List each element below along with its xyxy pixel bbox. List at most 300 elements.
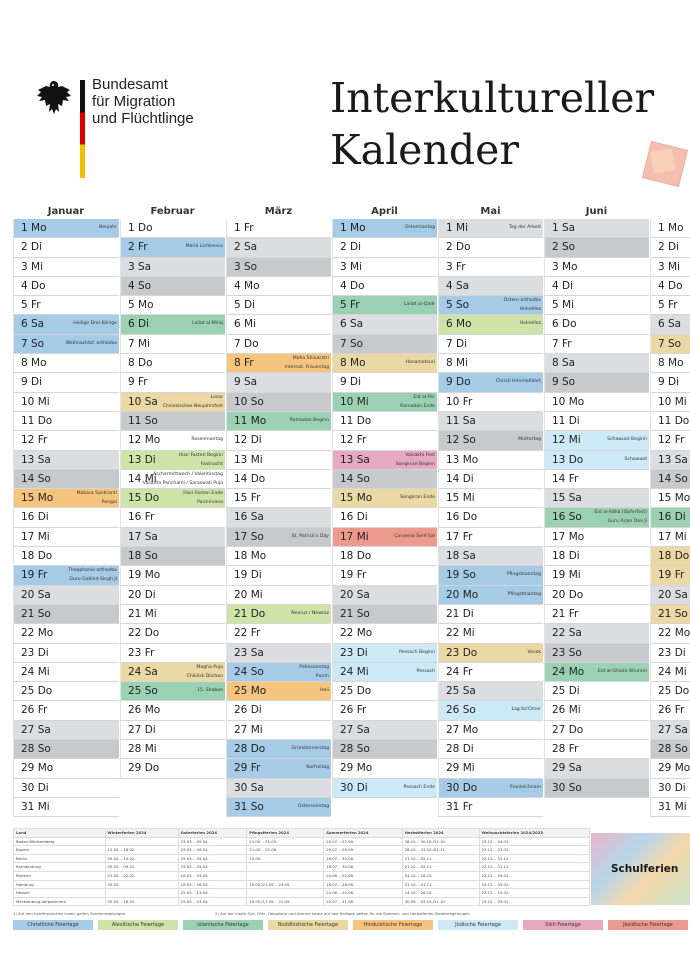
day-label: 11 Do <box>658 414 690 427</box>
table-cell: 25.03. - 13.04. <box>178 889 247 898</box>
holiday-label: Theophanie orthodox <box>68 568 117 574</box>
holiday-labels <box>417 663 435 681</box>
day-cell <box>226 451 331 470</box>
day-cell <box>438 412 543 431</box>
day-label: 26 Fr <box>658 704 685 717</box>
day-cell <box>13 393 119 412</box>
holiday-label: Fastnacht <box>200 461 223 467</box>
day-cell <box>438 238 543 257</box>
day-label: 30 Di <box>21 781 49 794</box>
day-cell <box>120 701 225 720</box>
holiday-label: Neujahr <box>98 225 117 230</box>
day-cell <box>438 721 543 740</box>
day-cell <box>438 354 543 373</box>
day-cell <box>544 451 649 470</box>
day-label: 16 Sa <box>234 511 264 524</box>
day-label: 11 So <box>128 414 158 427</box>
table-cell: 02.02. <box>105 880 178 889</box>
table-cell: 28.10. - 31.10./01.11. <box>402 846 479 855</box>
day-label: 12 Fr <box>658 434 685 447</box>
holiday-labels <box>192 315 223 333</box>
day-label: 21 Fr <box>552 607 579 620</box>
footnote-left: 1) Auf den nordfriesischen Inseln gelten Sonderregelungen <box>13 911 126 916</box>
day-label: 14 Di <box>446 472 474 485</box>
day-label: 27 Mo <box>446 723 479 736</box>
table-cell <box>247 889 324 898</box>
day-label: 30 So <box>552 781 582 794</box>
day-cell <box>120 470 225 489</box>
day-label: 24 Fr <box>446 665 473 678</box>
legend-item: Hinduistische Feiertage <box>353 920 433 930</box>
day-cell <box>13 354 119 373</box>
holiday-label: Hızır Fasten Ende <box>183 491 223 497</box>
holiday-labels <box>394 528 435 546</box>
day-cell <box>120 566 225 585</box>
day-label: 7 So <box>658 337 682 350</box>
day-label: 19 Fr <box>658 569 685 582</box>
day-cell <box>650 721 690 740</box>
day-label: 4 Di <box>552 279 574 292</box>
table-cell <box>105 837 178 846</box>
day-label: 26 Mi <box>552 704 581 717</box>
day-cell <box>13 586 119 605</box>
day-cell <box>650 605 690 624</box>
holiday-label: Guru Gobind Singh Ji <box>69 577 117 583</box>
holiday-labels <box>404 779 436 797</box>
day-label: 22 Mo <box>340 627 373 640</box>
day-label: 25 Sa <box>446 685 476 698</box>
day-label: 9 Di <box>340 376 362 389</box>
table-cell: 21.05. - 31.05. <box>247 837 324 846</box>
day-label: 16 Di <box>21 511 49 524</box>
holiday-labels <box>292 528 329 546</box>
day-cell <box>544 779 649 798</box>
day-label: 7 Do <box>234 337 259 350</box>
day-cell <box>438 431 543 450</box>
day-cell <box>438 740 543 759</box>
holiday-label: Vesak <box>527 649 541 655</box>
day-label: 31 Mi <box>21 800 50 813</box>
holiday-label: Pfingstsonntag <box>506 572 541 578</box>
day-label: 22 Fr <box>234 627 261 640</box>
day-label: 30 Di <box>658 781 686 794</box>
day-cell <box>438 682 543 701</box>
holiday-label: Pfingstmontag <box>507 591 541 597</box>
day-label: 3 Sa <box>128 260 152 273</box>
day-label: 18 Mo <box>234 550 267 563</box>
day-cell <box>13 566 119 585</box>
holiday-label: Gründonnerstag <box>291 746 329 752</box>
holiday-labels <box>298 798 329 816</box>
day-cell <box>120 373 225 392</box>
day-cell <box>544 315 649 334</box>
day-cell <box>120 451 225 470</box>
day-label: 26 So <box>446 704 476 717</box>
day-label: 20 Sa <box>21 588 51 601</box>
day-cell <box>226 605 331 624</box>
month-header: Mai <box>480 206 501 217</box>
day-cell <box>650 624 690 643</box>
holiday-label: Pessach <box>416 668 435 674</box>
table-cell: 21.10. - 01.11. <box>402 880 479 889</box>
day-label: 21 So <box>340 607 370 620</box>
holiday-labels <box>320 682 329 700</box>
day-label: 15 Mo <box>21 492 54 505</box>
holiday-label: Eid al-Fitr <box>413 394 435 400</box>
day-cell <box>544 701 649 720</box>
day-label: 24 Mo <box>552 665 585 678</box>
day-cell <box>13 373 119 392</box>
day-label: 6 Di <box>128 318 150 331</box>
holiday-label: Vaisakhi Fest <box>405 452 435 458</box>
day-label: 20 Mo <box>446 588 479 601</box>
day-cell <box>120 663 225 682</box>
day-cell <box>120 277 225 296</box>
holiday-labels <box>528 644 541 662</box>
day-cell <box>13 238 119 257</box>
day-label: 13 Di <box>128 453 156 466</box>
day-cell <box>120 508 225 527</box>
day-cell <box>120 393 225 412</box>
day-label: 10 Mi <box>340 395 369 408</box>
day-cell <box>332 566 437 585</box>
holiday-label: Fronleichnam <box>510 784 541 790</box>
holiday-label: Losar <box>210 394 223 400</box>
day-label: 25 Do <box>658 685 690 698</box>
day-label: 25 Di <box>552 685 580 698</box>
day-label: 27 Di <box>128 723 156 736</box>
day-label: 19 So <box>446 569 476 582</box>
day-label: 5 Mi <box>552 299 574 312</box>
day-cell <box>120 528 225 547</box>
day-label: 17 Sa <box>128 530 158 543</box>
day-cell <box>332 644 437 663</box>
day-cell <box>438 759 543 778</box>
day-cell <box>438 393 543 412</box>
day-label: 22 Do <box>128 627 160 640</box>
day-cell <box>226 277 331 296</box>
day-cell <box>650 470 690 489</box>
day-label: 22 Mi <box>446 627 475 640</box>
day-cell <box>226 624 331 643</box>
day-label: 27 Sa <box>340 723 370 736</box>
day-label: 4 Do <box>340 279 365 292</box>
holiday-labels <box>405 354 435 372</box>
day-cell <box>332 219 437 238</box>
table-cell <box>247 863 324 872</box>
day-cell <box>226 431 331 450</box>
day-label: 11 Do <box>340 414 372 427</box>
day-cell <box>13 624 119 643</box>
table-row <box>14 889 590 898</box>
day-cell <box>332 721 437 740</box>
day-cell <box>438 779 543 798</box>
day-label: 8 Mo <box>340 357 366 370</box>
day-cell <box>544 624 649 643</box>
bamf-logo <box>34 76 234 186</box>
table-header: Winterferien 2024 <box>105 829 178 838</box>
day-label: 2 Sa <box>234 241 258 254</box>
day-label: 26 Di <box>234 704 262 717</box>
day-label: 26 Fr <box>21 704 48 717</box>
day-label: 25 Do <box>21 685 53 698</box>
day-label: 23 Di <box>340 646 368 659</box>
day-label: 16 So <box>552 511 582 524</box>
day-label: 14 So <box>340 472 370 485</box>
day-label: 15 Fr <box>234 492 261 505</box>
day-label: 3 Fr <box>446 260 466 273</box>
day-cell <box>332 779 437 798</box>
day-cell <box>226 721 331 740</box>
table-cell: Baden-Württemberg <box>14 837 106 846</box>
day-cell <box>332 238 437 257</box>
day-label: 7 Di <box>446 337 468 350</box>
day-label: 30 Di <box>340 781 368 794</box>
day-label: 26 Mo <box>128 704 161 717</box>
day-label: 6 Sa <box>658 318 682 331</box>
day-cell <box>544 605 649 624</box>
day-label: 21 So <box>21 607 51 620</box>
day-cell <box>438 489 543 508</box>
day-label: 25 Do <box>340 685 372 698</box>
day-label: 7 So <box>340 337 364 350</box>
day-label: 1 Mo <box>21 222 47 234</box>
holiday-label: Ostern orthodox <box>503 298 541 304</box>
holiday-labels <box>504 296 541 314</box>
day-label: 16 Do <box>446 511 478 524</box>
decorative-square-inner <box>650 148 675 173</box>
table-cell: 23.12. - 03.01. <box>479 897 589 906</box>
day-cell <box>650 277 690 296</box>
month-column <box>332 205 437 798</box>
day-label: 8 Mi <box>446 357 468 370</box>
day-cell <box>650 682 690 701</box>
day-label: 15 Sa <box>552 492 582 505</box>
table-header: Pfingstferien 2024 <box>247 829 324 838</box>
month-header: Februar <box>150 206 195 217</box>
day-label: 29 Fr <box>234 762 261 775</box>
day-label: 5 Fr <box>21 299 41 312</box>
day-label: 28 Do <box>234 743 266 756</box>
day-label: 18 Di <box>552 550 580 563</box>
day-cell <box>332 759 437 778</box>
day-cell <box>332 586 437 605</box>
holiday-label: Ostersonntag <box>297 803 329 809</box>
day-cell <box>544 721 649 740</box>
day-cell <box>332 451 437 470</box>
table-cell: 30.09. - 02.10./31.10. <box>402 897 479 906</box>
day-label: 1 Mo <box>340 222 366 234</box>
holiday-labels <box>299 663 329 681</box>
day-cell <box>226 644 331 663</box>
day-cell <box>226 296 331 315</box>
day-cell <box>650 489 690 508</box>
day-label: 6 Mi <box>234 318 256 331</box>
table-cell: Hessen <box>14 889 106 898</box>
day-cell <box>120 644 225 663</box>
day-cell <box>226 335 331 354</box>
day-cell <box>650 412 690 431</box>
day-label: 12 Fr <box>340 434 367 447</box>
day-cell <box>544 335 649 354</box>
day-cell <box>650 508 690 527</box>
holiday-labels <box>77 489 117 507</box>
day-cell <box>650 296 690 315</box>
day-label: 5 So <box>446 299 470 312</box>
legend-item: Sikh Feiertage <box>523 920 603 930</box>
holiday-label: Parinirvana <box>197 500 223 506</box>
holiday-labels <box>404 296 435 314</box>
day-cell <box>650 644 690 663</box>
legend-item: Christliche Feiertage <box>13 920 93 930</box>
day-label: 6 Sa <box>340 318 364 331</box>
day-cell <box>332 489 437 508</box>
day-cell <box>13 335 119 354</box>
day-cell <box>226 759 331 778</box>
day-cell <box>544 277 649 296</box>
table-cell: 18.03. - 03.04. <box>178 871 247 880</box>
day-cell <box>650 431 690 450</box>
day-label: 4 Do <box>21 279 46 292</box>
day-cell <box>650 354 690 373</box>
holiday-label: Hıdırellez <box>519 307 541 313</box>
day-cell <box>226 682 331 701</box>
table-cell: 12.02. - 16.02. <box>105 846 178 855</box>
day-cell <box>13 451 119 470</box>
day-cell <box>120 759 225 778</box>
table-row <box>14 897 590 906</box>
holiday-label: Ramadan Ende <box>400 403 435 409</box>
holiday-label: Rosenmontag <box>191 437 223 443</box>
day-label: 11 Do <box>21 414 53 427</box>
day-label: 10 So <box>234 395 264 408</box>
month-header: März <box>264 206 293 217</box>
day-label: 17 So <box>234 530 264 543</box>
day-label: 31 Fr <box>446 800 473 813</box>
table-cell: Bayern <box>14 846 106 855</box>
day-cell <box>120 721 225 740</box>
day-cell <box>13 740 119 759</box>
day-cell <box>438 644 543 663</box>
holiday-labels <box>508 586 541 604</box>
day-label: 14 Fr <box>552 472 579 485</box>
day-label: 28 So <box>658 743 688 756</box>
table-cell: 23.12. - 03.01. <box>479 846 589 855</box>
day-label: 27 Sa <box>21 723 51 736</box>
holiday-labels <box>405 219 435 237</box>
day-label: 23 Di <box>658 646 686 659</box>
holiday-label: Hanamatsuri <box>405 360 435 366</box>
day-cell <box>13 701 119 720</box>
table-cell: 05.02. - 09.02. <box>105 863 178 872</box>
day-cell <box>13 798 119 817</box>
holiday-label: Songkran Beginn <box>395 461 435 467</box>
day-cell <box>120 412 225 431</box>
day-cell <box>332 373 437 392</box>
table-cell: 01.02. - 02.02. <box>105 871 178 880</box>
holiday-labels <box>290 412 329 430</box>
day-label: 29 Do <box>128 762 160 775</box>
holiday-label: Palmsonntag <box>299 664 329 670</box>
table-header: Osterferien 2024 <box>178 829 247 838</box>
day-label: 1 Mo <box>658 222 684 234</box>
holiday-label: Christi Himmelfahrt <box>495 379 541 385</box>
holiday-labels <box>509 219 541 237</box>
holiday-label: Eid al-Ghadir Khumm <box>597 668 647 674</box>
day-label: 1 Mi <box>446 222 468 234</box>
day-cell <box>544 682 649 701</box>
day-cell <box>650 547 690 566</box>
holiday-label: Aschermittwoch / Valentinstag <box>153 471 223 477</box>
day-label: 22 Mo <box>21 627 54 640</box>
day-cell <box>438 508 543 527</box>
day-label: 17 Fr <box>446 530 473 543</box>
table-cell: 10.05./21.05. - 24.05. <box>247 880 324 889</box>
table-cell: 20.12. - 03.01. <box>479 880 589 889</box>
day-label: 31 So <box>234 800 264 813</box>
day-cell <box>120 296 225 315</box>
holiday-label: Nevruz / Newroz <box>291 610 329 616</box>
day-cell <box>226 779 331 798</box>
day-cell <box>438 547 543 566</box>
day-cell <box>650 528 690 547</box>
table-cell: 23.12. - 31.12. <box>479 854 589 863</box>
day-cell <box>13 547 119 566</box>
day-label: 14 Do <box>234 472 266 485</box>
holiday-label: St. Patrick's Day <box>291 533 329 539</box>
day-label: 21 Do <box>234 607 266 620</box>
day-cell <box>226 219 331 238</box>
table-cell: 25.03. - 06.04. <box>178 846 247 855</box>
day-cell <box>226 354 331 373</box>
holiday-labels <box>143 470 223 488</box>
day-label: 1 Fr <box>234 222 254 234</box>
day-label: 19 Mo <box>128 569 161 582</box>
day-label: 10 Mi <box>21 395 50 408</box>
legend-item: Islamische Feiertage <box>183 920 263 930</box>
day-label: 12 So <box>446 434 476 447</box>
day-cell <box>120 219 225 238</box>
day-cell <box>332 258 437 277</box>
day-label: 12 Mo <box>128 434 161 447</box>
holiday-label: Heilige Drei Könige <box>73 321 117 327</box>
day-cell <box>544 547 649 566</box>
day-cell <box>332 412 437 431</box>
holiday-labels <box>510 779 541 797</box>
holiday-labels <box>291 605 329 623</box>
table-cell: 04.10. - 18.10. <box>402 871 479 880</box>
table-cell: 25.03. - 05.04. <box>178 863 247 872</box>
day-cell <box>13 605 119 624</box>
day-label: 8 Do <box>128 357 153 370</box>
day-cell <box>332 682 437 701</box>
day-label: 3 Mo <box>552 260 578 273</box>
holiday-labels <box>507 566 541 584</box>
holiday-label: Mariä Lichtmess <box>185 244 223 250</box>
day-label: 10 Fr <box>446 395 473 408</box>
day-label: 14 Mi <box>128 472 157 485</box>
day-cell <box>438 586 543 605</box>
holiday-labels <box>179 451 223 469</box>
day-label: 5 Di <box>234 299 256 312</box>
day-label: 18 Sa <box>446 550 476 563</box>
table-cell: Hamburg <box>14 880 106 889</box>
day-cell <box>438 296 543 315</box>
day-label: 13 Do <box>552 453 584 466</box>
day-cell <box>544 644 649 663</box>
day-label: 10 Mi <box>658 395 687 408</box>
table-cell: 18.03. - 28.03. <box>178 880 247 889</box>
